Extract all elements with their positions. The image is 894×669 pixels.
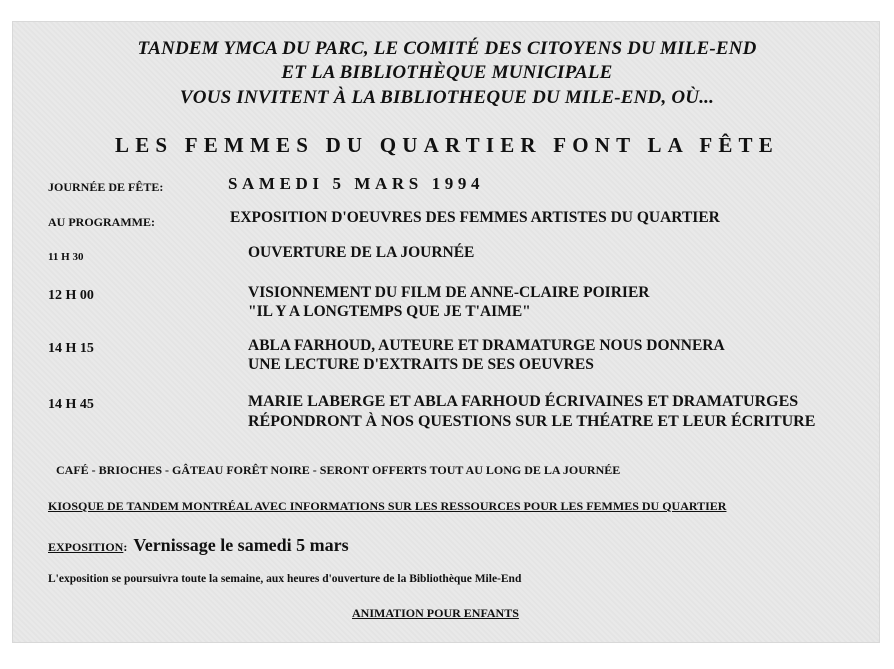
- refreshments-note: CAFÉ - BRIOCHES - GÂTEAU FORÊT NOIRE - SERONT OFFERTS TOUT AU LONG DE LA JOURNÉE: [56, 463, 621, 477]
- header-line-1: TANDEM YMCA DU PARC, LE COMITÉ DES CITOYENS DU MILE-END: [137, 38, 757, 59]
- date-label: JOURNÉE DE FÊTE:: [48, 180, 164, 194]
- children-activity: ANIMATION POUR ENFANTS: [352, 606, 519, 620]
- schedule-time-1: 11 H 30: [48, 251, 84, 263]
- kiosk-note: KIOSQUE DE TANDEM MONTRÉAL AVEC INFORMATIONS SUR LES RESSOURCES POUR LES FEMMES DU QUARTIER: [48, 499, 727, 513]
- header-line-3: VOUS INVITENT À LA BIBLIOTHEQUE DU MILE-END, OÙ...: [179, 87, 715, 108]
- schedule-activity-4-line-2: RÉPONDRONT À NOS QUESTIONS SUR LE THÉATRE ET LEUR ÉCRITURE: [248, 413, 816, 430]
- date-value: SAMEDI 5 MARS 1994: [228, 174, 485, 193]
- program-label: AU PROGRAMME:: [48, 215, 155, 229]
- poster-subtitle: LES FEMMES DU QUARTIER FONT LA FÊTE: [115, 133, 779, 157]
- program-value: EXPOSITION D'OEUVRES DES FEMMES ARTISTES DU QUARTIER: [230, 209, 720, 226]
- schedule-activity-4-line-1: MARIE LABERGE ET ABLA FARHOUD ÉCRIVAINES ET DRAMATURGES: [248, 393, 799, 410]
- schedule-activity-1: OUVERTURE DE LA JOURNÉE: [248, 244, 475, 261]
- schedule-time-4: 14 H 45: [48, 397, 94, 412]
- schedule-time-3: 14 H 15: [48, 341, 94, 356]
- schedule-activity-3-line-2: UNE LECTURE D'EXTRAITS DE SES OEUVRES: [248, 356, 594, 373]
- schedule-time-2: 12 H 00: [48, 288, 94, 303]
- exposition-colon: :: [123, 540, 128, 554]
- exposition-line: [48, 535, 349, 556]
- continuation-note: L'exposition se poursuivra toute la semaine, aux heures d'ouverture de la Bibliothèque Mile-End: [48, 573, 522, 585]
- schedule-activity-2-line-1: VISIONNEMENT DU FILM DE ANNE-CLAIRE POIRIER: [248, 284, 650, 301]
- schedule-activity-3-line-1: ABLA FARHOUD, AUTEURE ET DRAMATURGE NOUS DONNERA: [248, 337, 725, 354]
- vernissage-text: Vernissage le samedi 5 mars: [133, 535, 349, 555]
- schedule-activity-2-line-2: "IL Y A LONGTEMPS QUE JE T'AIME": [248, 303, 531, 320]
- header-line-2: ET LA BIBLIOTHÈQUE MUNICIPALE: [281, 62, 613, 83]
- exposition-label: EXPOSITION: [48, 540, 124, 554]
